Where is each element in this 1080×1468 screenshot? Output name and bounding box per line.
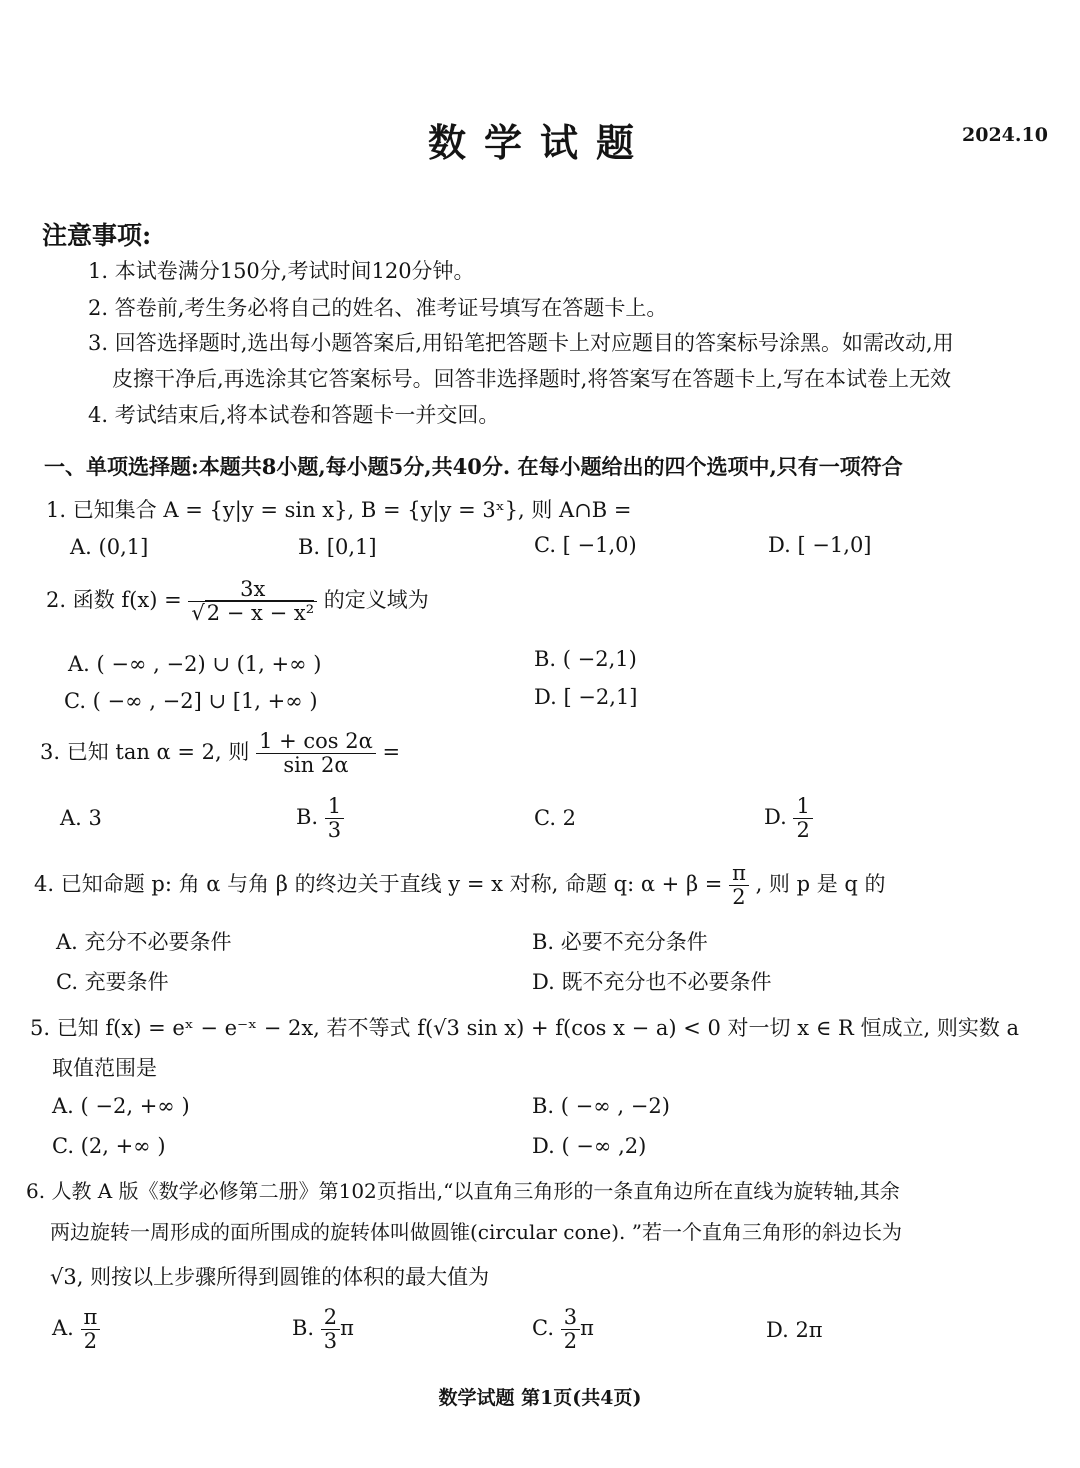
stem-suffix: = <box>382 740 401 765</box>
fraction <box>729 862 749 909</box>
fraction-numerator: π <box>729 862 749 886</box>
option-c: C. [ −1,0) <box>534 533 637 557</box>
fraction <box>256 730 376 777</box>
fraction <box>81 1306 101 1353</box>
stem-prefix: 2. 函数 f(x) = <box>46 588 182 613</box>
question-stem: 1. 已知集合 A = {y|y = sin x}, B = {y|y = 3ˣ}, 则 A∩B = <box>46 498 632 522</box>
option-b: B. [0,1] <box>298 535 377 559</box>
notice-item: 皮擦干净后,再选涂其它答案标号。回答非选择题时,将答案写在答题卡上,写在本试卷上无效 <box>112 367 952 391</box>
question-stem-cont: 取值范围是 <box>52 1056 157 1080</box>
fraction-denominator: sin 2α <box>283 753 349 778</box>
option-c: C. ( −∞ , −2] ∪ [1, +∞ ) <box>64 689 318 713</box>
fraction-numerator: 1 <box>325 795 344 819</box>
option-suffix: π <box>340 1316 354 1341</box>
option-label: A. <box>52 1316 74 1341</box>
stem-prefix: 4. 已知命题 p: 角 α 与角 β 的终边关于直线 y = x 对称, 命题 q: α + β = <box>34 872 723 897</box>
option-d: D. 既不充分也不必要条件 <box>532 970 772 994</box>
option-b <box>292 1306 354 1353</box>
question-stem <box>40 730 400 777</box>
fraction <box>561 1306 580 1353</box>
option-b: B. 必要不充分条件 <box>532 930 708 954</box>
fraction <box>321 1306 340 1353</box>
option-a: A. 充分不必要条件 <box>56 930 232 954</box>
fraction <box>793 795 812 842</box>
option-d: D. ( −∞ ,2) <box>532 1134 647 1158</box>
question-stem-cont: 两边旋转一周形成的面所围成的旋转体叫做圆锥(circular cone). ”若一个直角三角形的斜边长为 <box>50 1220 902 1244</box>
option-d: D. 2π <box>766 1318 823 1342</box>
fraction-denominator: 3 <box>323 1329 338 1354</box>
option-d <box>764 795 813 842</box>
option-a: A. ( −2, +∞ ) <box>52 1094 190 1118</box>
question-stem: 6. 人教 A 版《数学必修第二册》第102页指出,“以直角三角形的一条直角边所在直线为旋转轴,其余 <box>26 1179 900 1203</box>
option-d: D. [ −2,1] <box>534 685 638 709</box>
option-label: B. <box>296 805 319 830</box>
question-stem: 5. 已知 f(x) = eˣ − e⁻ˣ − 2x, 若不等式 f(√3 sin x) + f(cos x − a) < 0 对一切 x ∈ R 恒成立, 则实数 a <box>30 1016 1020 1040</box>
fraction-denominator: 2 <box>796 818 810 843</box>
fraction-denominator: 2 <box>563 1329 578 1354</box>
fraction-denominator: 2 <box>732 885 746 910</box>
fraction-numerator: 2 <box>321 1306 340 1330</box>
option-c: C. (2, +∞ ) <box>52 1134 166 1158</box>
fraction <box>325 795 344 842</box>
option-d: D. [ −1,0] <box>768 533 872 557</box>
notice-item: 1. 本试卷满分150分,考试时间120分钟。 <box>88 259 475 283</box>
option-a: A. ( −∞ , −2) ∪ (1, +∞ ) <box>68 652 322 676</box>
stem-suffix: 的定义域为 <box>323 588 429 613</box>
page-footer: 数学试题 第1页(共4页) <box>438 1387 642 1409</box>
notice-item: 4. 考试结束后,将本试卷和答题卡一并交回。 <box>88 403 500 427</box>
fraction-numerator: 1 + cos 2α <box>256 730 376 754</box>
option-a: A. 3 <box>60 806 102 830</box>
option-label: C. <box>532 1316 554 1341</box>
option-a: A. (0,1] <box>70 535 149 559</box>
question-stem-cont: √3, 则按以上步骤所得到圆锥的体积的最大值为 <box>50 1265 490 1289</box>
fraction-numerator: 1 <box>793 795 812 819</box>
option-label: B. <box>292 1316 315 1341</box>
stem-suffix: , 则 p 是 q 的 <box>755 872 886 897</box>
notice-item: 3. 回答选择题时,选出每小题答案后,用铅笔把答题卡上对应题目的答案标号涂黑。如需改动,用 <box>88 331 954 355</box>
option-suffix: π <box>580 1316 594 1341</box>
stem-prefix: 3. 已知 tan α = 2, 则 <box>40 740 250 765</box>
fraction-denominator: √2 − x − x² <box>191 601 315 626</box>
option-b <box>296 795 344 842</box>
question-stem <box>34 862 886 909</box>
option-b: B. ( −∞ , −2) <box>532 1094 670 1118</box>
option-c <box>532 1306 594 1353</box>
exam-date: 2024.10 <box>962 124 1048 146</box>
fraction-numerator: 3 <box>561 1306 580 1330</box>
option-a <box>52 1306 100 1353</box>
fraction-numerator: 3x <box>188 578 317 602</box>
fraction-denominator: 3 <box>327 818 342 843</box>
question-stem <box>46 578 429 625</box>
page-title: 数学试题 <box>427 120 652 165</box>
notice-heading: 注意事项: <box>42 221 152 250</box>
fraction-denominator: 2 <box>83 1329 98 1354</box>
fraction-numerator: π <box>81 1306 101 1330</box>
section-heading: 一、单项选择题:本题共8小题,每小题5分,共40分. 在每小题给出的四个选项中,只有一项符合 <box>44 454 903 479</box>
option-c: C. 2 <box>534 806 577 830</box>
option-label: D. <box>764 805 787 830</box>
notice-item: 2. 答卷前,考生务必将自己的姓名、准考证号填写在答题卡上。 <box>88 296 668 320</box>
option-b: B. ( −2,1) <box>534 647 637 671</box>
sqrt-radicand: 2 − x − x² <box>206 601 315 626</box>
option-c: C. 充要条件 <box>56 970 169 994</box>
fraction <box>188 578 317 625</box>
